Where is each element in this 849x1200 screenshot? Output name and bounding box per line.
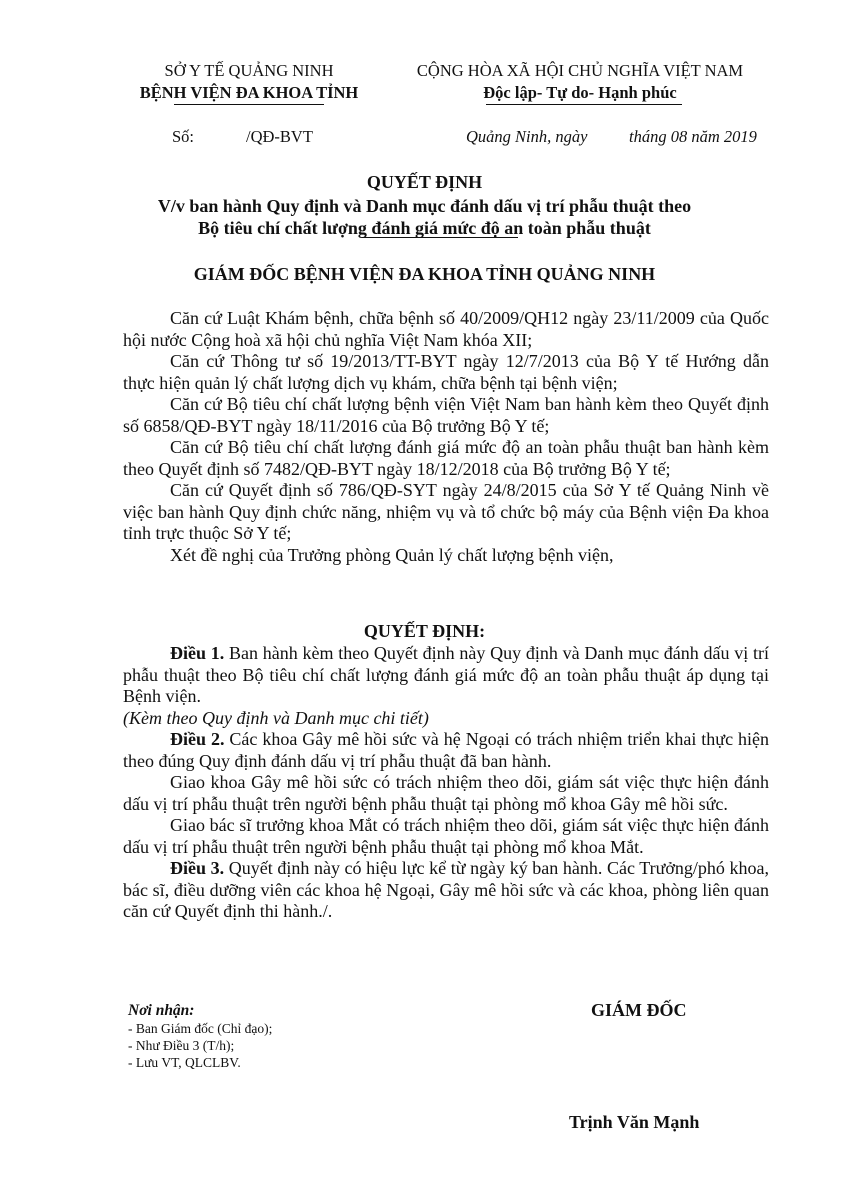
legal-basis-6: Xét đề nghị của Trưởng phòng Quản lý chất lượng bệnh viện, xyxy=(170,544,614,565)
article-1-text: Ban hành kèm theo Quyết định này Quy định và Danh mục đánh dấu vị trí phẫu thuật theo Bộ tiêu chí chất lượng đánh giá mức độ an toàn phẫu thuật áp dụng tại Bệnh viện. xyxy=(123,643,770,706)
article-1-note: (Kèm theo Quy định và Danh mục chi tiết) xyxy=(123,707,429,728)
legal-basis-1: Căn cứ Luật Khám bệnh, chữa bệnh số 40/2009/QH12 ngày 23/11/2009 của Quốc hội nước Cộng hoà xã hội chủ nghĩa Việt Nam khóa XII; xyxy=(123,308,769,350)
authority-heading: GIÁM ĐỐC BỆNH VIỆN ĐA KHOA TỈNH QUẢNG NINH xyxy=(193,264,656,284)
legal-basis-2: Căn cứ Thông tư số 19/2013/TT-BYT ngày 12/7/2013 của Bộ Y tế Hướng dẫn thực hiện quản lý chất lượng dịch vụ khám, chữa bệnh tại bệnh viện; xyxy=(123,351,769,393)
legal-basis-4: Căn cứ Bộ tiêu chí chất lượng đánh giá mức độ an toàn phẫu thuật ban hành kèm theo Quyết định số 7482/QĐ-BYT ngày 18/12/2018 của Bộ trưởng Bộ Y tế; xyxy=(123,437,769,479)
document-title: QUYẾT ĐỊNH xyxy=(366,172,483,192)
article-2-paragraph-2: Giao khoa Gây mê hồi sức có trách nhiệm theo dõi, giám sát việc thực hiện đánh dấu vị trí phẫu thuật trên người bệnh phẫu thuật tại phòng mổ khoa Gây mê hồi sức. xyxy=(123,772,769,814)
article-2 xyxy=(123,729,769,772)
recipients-list xyxy=(128,1020,272,1071)
subject-underline xyxy=(362,237,518,238)
article-3-text: Quyết định này có hiệu lực kể từ ngày ký ban hành. Các Trưởng/phó khoa, bác sĩ, điều dưỡng viên các khoa hệ Ngoại, Gây mê hồi sức và các khoa, phòng liên quan căn cứ Quyết định thi hành./. xyxy=(123,858,770,921)
doc-number-value: /QĐ-BVT xyxy=(246,127,313,146)
legal-basis-3: Căn cứ Bộ tiêu chí chất lượng bệnh viện Việt Nam ban hành kèm theo Quyết định số 6858/QĐ-BYT ngày 18/11/2016 của Bộ trưởng Bộ Y tế; xyxy=(123,394,769,436)
legal-basis-5: Căn cứ Quyết định số 786/QĐ-SYT ngày 24/8/2015 của Sở Y tế Quảng Ninh về việc ban hành Quy định chức năng, nhiệm vụ và tổ chức bộ máy của Bệnh viện Đa khoa tỉnh trực thuộc Sở Y tế; xyxy=(123,480,769,543)
recipient-item: - Ban Giám đốc (Chỉ đạo); xyxy=(128,1021,273,1036)
issuer-underline xyxy=(174,104,324,105)
article-2-text: Các khoa Gây mê hồi sức và hệ Ngoại có trách nhiệm triển khai thực hiện theo đúng Quy định đánh dấu vị trí phẫu thuật đã ban hành. xyxy=(123,729,769,771)
national-motto-block xyxy=(400,60,760,104)
issuer-parent: SỞ Y TẾ QUẢNG NINH xyxy=(164,61,334,80)
national-name: CỘNG HÒA XÃ HỘI CHỦ NGHĨA VIỆT NAM xyxy=(416,61,744,80)
article-3-label: Điều 3. xyxy=(170,858,225,878)
legal-bases xyxy=(123,308,769,566)
document-subject-line2: Bộ tiêu chí chất lượng đánh giá mức độ an toàn phẫu thuật xyxy=(198,218,651,238)
doc-number-label: Số: xyxy=(172,127,195,146)
article-1 xyxy=(123,643,769,708)
recipient-item: - Lưu VT, QLCLBV. xyxy=(128,1055,241,1070)
place-date-start: Quảng Ninh, ngày xyxy=(466,127,588,146)
signer-role: GIÁM ĐỐC xyxy=(591,1000,687,1020)
document-subject-line1: V/v ban hành Quy định và Danh mục đánh dấu vị trí phẫu thuật theo xyxy=(157,196,692,216)
issuer-name: BỆNH VIỆN ĐA KHOA TỈNH xyxy=(139,83,359,102)
article-2-label: Điều 2. xyxy=(170,729,225,749)
article-1-label: Điều 1. xyxy=(170,643,225,663)
place-date-end: tháng 08 năm 2019 xyxy=(629,127,757,146)
article-3 xyxy=(123,858,769,923)
issuer-block xyxy=(108,60,390,104)
national-motto: Độc lập- Tự do- Hạnh phúc xyxy=(483,83,677,102)
recipient-item: - Như Điều 3 (T/h); xyxy=(128,1038,235,1053)
signer-name: Trịnh Văn Mạnh xyxy=(569,1112,700,1132)
article-2-paragraph-3: Giao bác sĩ trưởng khoa Mắt có trách nhiệm theo dõi, giám sát việc thực hiện đánh dấu vị trí phẫu thuật trên người bệnh phẫu thuật tại phòng mổ khoa Mắt. xyxy=(123,815,769,857)
motto-underline xyxy=(486,104,682,105)
decision-articles xyxy=(123,643,769,923)
recipients-title: Nơi nhận: xyxy=(128,1002,195,1019)
decision-heading: QUYẾT ĐỊNH: xyxy=(363,621,486,641)
